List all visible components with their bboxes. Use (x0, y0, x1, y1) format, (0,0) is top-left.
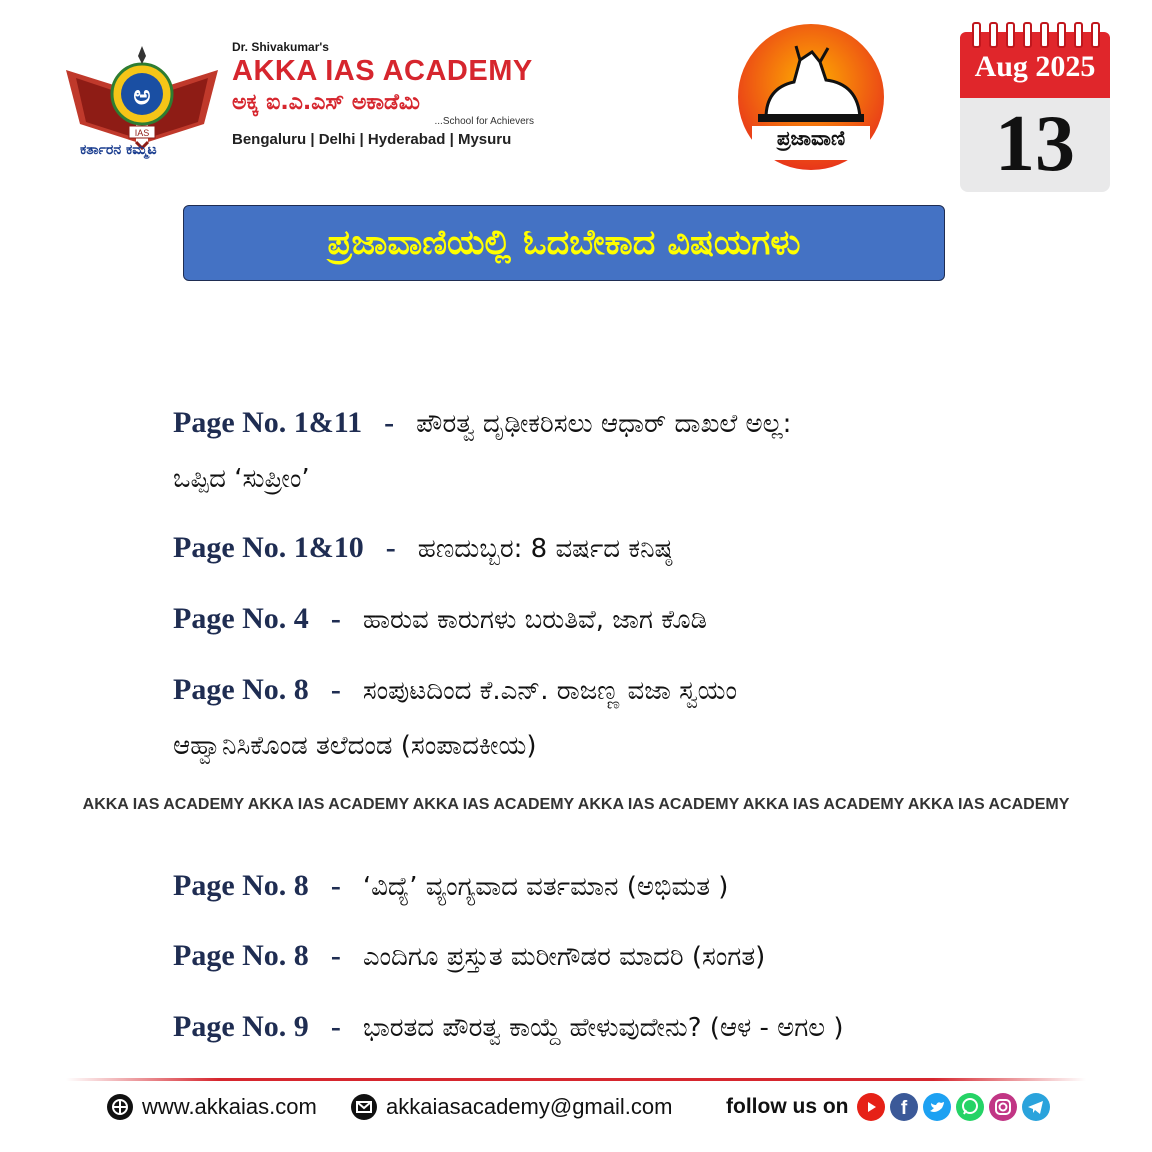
calendar-month: Aug 2025 (974, 50, 1096, 83)
calendar-ring-icon (1040, 22, 1049, 48)
youtube-icon[interactable] (856, 1092, 886, 1122)
page-number: Page No. 8 (173, 939, 309, 972)
footer-divider (66, 1078, 1086, 1081)
instagram-icon[interactable] (988, 1092, 1018, 1122)
page-number: Page No. 1&11 (173, 406, 363, 439)
page-title: ಪ್ರಜಾವಾಣಿಯಲ್ಲಿ ಓದಬೇಕಾದ ವಿಷಯಗಳು (183, 205, 945, 281)
brand-tagline: ...School for Achievers (434, 116, 534, 127)
separator-dash: - (384, 406, 395, 439)
separator-dash: - (330, 869, 341, 902)
website-text: www.akkaias.com (142, 1094, 317, 1119)
svg-text:f: f (901, 1098, 908, 1119)
calendar-widget (960, 22, 1110, 192)
list-item (173, 999, 973, 1056)
email-link[interactable] (350, 1090, 672, 1124)
telegram-icon[interactable] (1021, 1092, 1051, 1122)
list-item (173, 395, 973, 507)
facebook-icon[interactable] (889, 1092, 919, 1122)
brand-cities: Bengaluru | Delhi | Hyderabad | Mysuru (232, 131, 512, 148)
list-item (173, 520, 973, 577)
brand-name: AKKA IAS ACADEMY (232, 55, 533, 87)
academy-banner: AKKA IAS ACADEMY AKKA IAS ACADEMY AKKA IAS ACADEMY AKKA IAS ACADEMY AKKA IAS ACADEMY AKKA IAS ACADEMY (82, 796, 1070, 813)
article-title-cont: ಒಪ್ಪಿದ ‘ಸುಪ್ರೀಂ’ (173, 464, 310, 494)
paper-name: ಪ್ರಜಾವಾಣಿ (776, 126, 846, 150)
page-number: Page No. 8 (173, 869, 309, 902)
page-number: Page No. 4 (173, 602, 309, 635)
mail-icon (350, 1093, 378, 1121)
whatsapp-icon[interactable] (955, 1092, 985, 1122)
academy-logo (62, 42, 222, 166)
list-item (173, 928, 973, 985)
calendar-ring-icon (1091, 22, 1100, 48)
page-number: Page No. 8 (173, 673, 309, 706)
calendar-day: 13 (995, 100, 1075, 188)
brand-founder: Dr. Shivakumar's (232, 40, 329, 54)
prajavani-logo (736, 22, 886, 172)
list-item (173, 858, 973, 915)
list-item (173, 662, 973, 774)
page-number: Page No. 9 (173, 1010, 309, 1043)
article-title: ಸಂಪುಟದಿಂದ ಕೆ.ಎನ್. ರಾಜಣ್ಣ ವಜಾ ಸ್ವಯಂ (362, 676, 737, 706)
website-link[interactable] (106, 1090, 317, 1124)
calendar-ring-icon (972, 22, 981, 48)
article-title: ‘ವಿದ್ಯೆ’ ವ್ಯಂಗ್ಯವಾದ ವರ್ತಮಾನ (ಅಭಿಮತ ) (362, 872, 729, 902)
calendar-ring-icon (1057, 22, 1066, 48)
brand-name-kannada: ಅಕ್ಕ ಐ.ಎ.ಎಸ್ ಅಕಾಡೆಮಿ (232, 90, 420, 115)
calendar-ring-icon (1006, 22, 1015, 48)
page-number: Page No. 1&10 (173, 531, 364, 564)
academy-brand (232, 40, 552, 148)
article-title: ಹಣದುಬ್ಬರ: 8 ವರ್ಷದ ಕನಿಷ್ಠ (417, 534, 673, 564)
article-title: ಪೌರತ್ವ ದೃಢೀಕರಿಸಲು ಆಧಾರ್ ದಾಖಲೆ ಅಲ್ಲ: (416, 409, 792, 439)
article-title-cont: ಆಹ್ವಾನಿಸಿಕೊಂಡ ತಲೆದಂಡ (ಸಂಪಾದಕೀಯ) (173, 731, 537, 761)
twitter-icon[interactable] (922, 1092, 952, 1122)
separator-dash: - (330, 673, 341, 706)
follow-label: follow us on (726, 1095, 849, 1118)
calendar-ring-icon (989, 22, 998, 48)
calendar-ring-icon (1023, 22, 1032, 48)
article-title: ಹಾರುವ ಕಾರುಗಳು ಬರುತಿವೆ, ಜಾಗ ಕೊಡಿ (362, 605, 707, 635)
calendar-ring-icon (1074, 22, 1083, 48)
article-title: ಎಂದಿಗೂ ಪ್ರಸ್ತುತ ಮರೀಗೌಡರ ಮಾದರಿ (ಸಂಗತ) (362, 942, 766, 972)
separator-dash: - (330, 602, 341, 635)
globe-icon (106, 1093, 134, 1121)
email-text: akkaiasacademy@gmail.com (386, 1094, 673, 1119)
list-item (173, 591, 973, 648)
article-title: ಭಾರತದ ಪೌರತ್ವ ಕಾಯ್ದೆ ಹೇಳುವುದೇನು? (ಆಳ - ಅಗಲ ) (362, 1013, 844, 1043)
separator-dash: - (330, 939, 341, 972)
svg-text:ಅ: ಅ (133, 81, 151, 111)
separator-dash: - (385, 531, 396, 564)
svg-text:IAS: IAS (134, 128, 150, 138)
separator-dash: - (330, 1010, 341, 1043)
social-bar (726, 1090, 1051, 1124)
logo-caption: ಕರ್ತಾರನ ಕಮ್ಮಟ (80, 142, 157, 158)
